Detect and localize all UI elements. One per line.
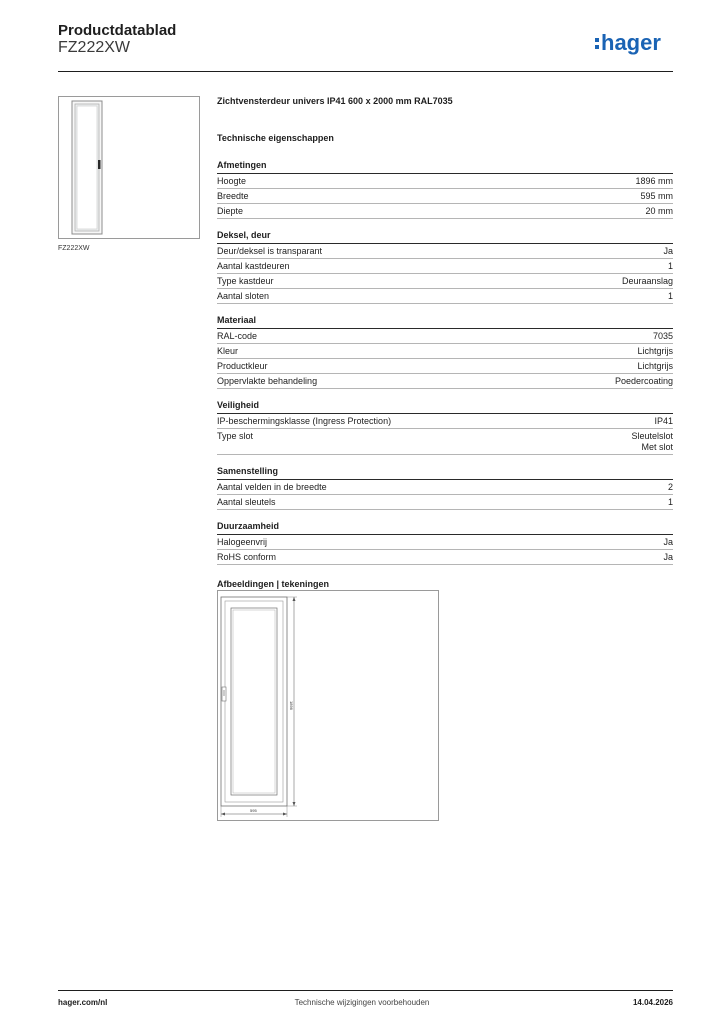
spec-value-line: Met slot: [641, 442, 673, 452]
header-divider: [58, 71, 673, 72]
spec-value-line: 1: [667, 497, 673, 507]
spec-value: [637, 361, 673, 372]
spec-label: Hoogte: [217, 176, 247, 186]
spec-row: [217, 244, 673, 259]
spec-value: [668, 261, 673, 272]
footer-website-link[interactable]: hager.com/nl: [58, 998, 108, 1007]
spec-section-title: Afmetingen: [217, 160, 673, 174]
spec-row: [217, 374, 673, 389]
spec-value-line: Deuraanslag: [621, 276, 673, 286]
spec-row: [217, 174, 673, 189]
technical-sections: [217, 160, 673, 565]
technical-drawing: [217, 590, 439, 821]
spec-value: [637, 346, 673, 357]
spec-value: [668, 291, 673, 302]
technical-heading: Technische eigenschappen: [217, 133, 334, 143]
spec-value: [663, 537, 673, 548]
spec-section: [217, 466, 673, 510]
spec-row: [217, 344, 673, 359]
spec-label: Oppervlakte behandeling: [217, 376, 318, 386]
spec-value-line: Sleutelslot: [631, 431, 673, 441]
spec-value: [635, 176, 673, 187]
spec-value: [653, 331, 673, 342]
spec-section-title: Duurzaamheid: [217, 521, 673, 535]
spec-section: [217, 230, 673, 304]
spec-row: [217, 329, 673, 344]
spec-value: [645, 206, 673, 217]
product-name: Zichtvensterdeur univers IP41 600 x 2000 mm RAL7035: [217, 96, 453, 106]
spec-value-line: Lichtgrijs: [637, 361, 673, 371]
spec-value-line: Lichtgrijs: [637, 346, 673, 356]
spec-value: [615, 376, 673, 387]
spec-section-title: Samenstelling: [217, 466, 673, 480]
spec-row: [217, 414, 673, 429]
spec-row: [217, 359, 673, 374]
spec-row: [217, 480, 673, 495]
spec-value-line: Ja: [663, 552, 673, 562]
spec-value-line: IP41: [654, 416, 673, 426]
spec-row: [217, 495, 673, 510]
spec-row: [217, 259, 673, 274]
spec-label: Type slot: [217, 431, 254, 441]
product-thumbnail: [58, 96, 200, 239]
spec-label: Diepte: [217, 206, 244, 216]
spec-value: [663, 552, 673, 563]
spec-section: [217, 160, 673, 219]
spec-section-title: Materiaal: [217, 315, 673, 329]
hager-logo: [594, 29, 676, 57]
spec-row: [217, 204, 673, 219]
spec-section: [217, 521, 673, 565]
spec-value-line: 595 mm: [640, 191, 673, 201]
spec-label: Halogeenvrij: [217, 537, 268, 547]
spec-label: IP-beschermingsklasse (Ingress Protection): [217, 416, 392, 426]
spec-label: Breedte: [217, 191, 249, 201]
spec-value-line: Ja: [663, 537, 673, 547]
logo-text: hager: [601, 30, 661, 55]
spec-label: Aantal velden in de breedte: [217, 482, 327, 492]
footer-date: 14.04.2026: [632, 998, 673, 1007]
spec-value-line: 20 mm: [645, 206, 673, 216]
spec-row: [217, 550, 673, 565]
spec-value: [668, 482, 673, 493]
footer-notice: Technische wijzigingen voorbehouden: [294, 998, 430, 1007]
thumbnail-caption: FZ222XW: [58, 245, 90, 252]
spec-row: [217, 535, 673, 550]
spec-value-line: Poedercoating: [614, 376, 673, 386]
spec-label: Productkleur: [217, 361, 268, 371]
spec-row: [217, 289, 673, 304]
spec-row: [217, 274, 673, 289]
images-heading: Afbeeldingen | tekeningen: [217, 579, 330, 589]
spec-value-line: 1: [667, 261, 673, 271]
spec-value-line: 2: [667, 482, 673, 492]
product-code: FZ222XW: [58, 39, 131, 56]
spec-label: Deur/deksel is transparant: [217, 246, 323, 256]
spec-value: [654, 416, 673, 427]
spec-section: [217, 315, 673, 389]
spec-value: [622, 276, 673, 287]
spec-section-title: Deksel, deur: [217, 230, 673, 244]
product-details: [217, 96, 673, 590]
spec-value: [631, 431, 673, 453]
spec-section-title: Veiligheid: [217, 400, 673, 414]
door-thumbnail-image: [59, 97, 199, 238]
spec-value: [668, 497, 673, 508]
page-title: Productdatablad: [58, 22, 177, 39]
spec-label: Kleur: [217, 346, 239, 356]
spec-label: Aantal kastdeuren: [217, 261, 290, 271]
spec-value-line: 1: [667, 291, 673, 301]
spec-label: Aantal sleutels: [217, 497, 276, 507]
door-drawing-image: [218, 591, 438, 820]
spec-label: Type kastdeur: [217, 276, 274, 286]
spec-value-line: 1896 mm: [635, 176, 673, 186]
footer-divider: [58, 990, 673, 991]
spec-label: RAL-code: [217, 331, 258, 341]
width-dimension-label: 595: [250, 808, 257, 813]
spec-value-line: 7035: [652, 331, 673, 341]
spec-value-line: Ja: [663, 246, 673, 256]
spec-row: [217, 429, 673, 455]
height-dimension-label: 1896: [289, 701, 294, 710]
spec-value: [663, 246, 673, 257]
spec-label: RoHS conform: [217, 552, 277, 562]
spec-section: [217, 400, 673, 455]
spec-row: [217, 189, 673, 204]
spec-label: Aantal sloten: [217, 291, 270, 301]
spec-value: [640, 191, 673, 202]
